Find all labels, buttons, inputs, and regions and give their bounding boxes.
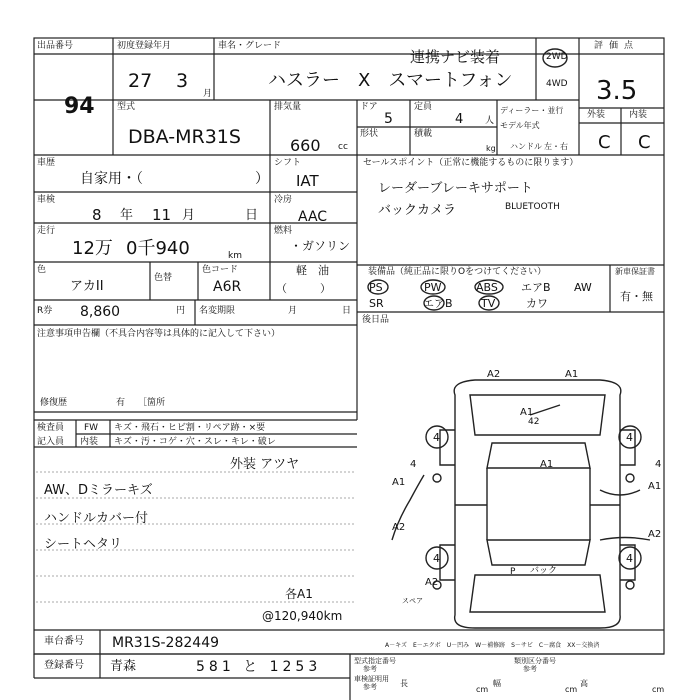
name-change-month: 月 bbox=[288, 306, 298, 316]
cooler-value: AAC bbox=[298, 209, 328, 225]
repair-has: 有 bbox=[116, 398, 126, 408]
bottom-note-1: 各A1 bbox=[285, 587, 313, 601]
classification-label: 類別区分番号 bbox=[514, 657, 556, 665]
first-reg-year: 27 bbox=[128, 70, 153, 92]
exterior-grade: C bbox=[598, 132, 611, 153]
width-cm: cm bbox=[565, 685, 578, 694]
tire-mark-1: 4 bbox=[433, 431, 440, 444]
repair-location: ［箇所 bbox=[138, 398, 166, 408]
new-car-warranty-label: 新車保証書 bbox=[615, 267, 655, 276]
note-1: AW、Dミラーキズ bbox=[44, 483, 153, 498]
registration-number-label: 登録番号 bbox=[44, 660, 84, 671]
sales-point-2: バックカメラ bbox=[378, 203, 457, 218]
first-reg-label: 初度登録年月 bbox=[117, 41, 172, 51]
color-change-label: 色替 bbox=[154, 273, 173, 283]
drive-2wd: 2WD bbox=[546, 52, 568, 62]
dimensions-label: 車検証明用 bbox=[354, 675, 389, 683]
chassis-number-value: MR31S-282449 bbox=[112, 635, 220, 651]
equip-pw: PW bbox=[424, 281, 442, 294]
inspector-label: 検査員 bbox=[37, 423, 65, 433]
type-designation-ref: 参考 bbox=[363, 665, 377, 673]
repair-history-label: 修復歴 bbox=[40, 398, 68, 408]
fw-marks: キズ・飛石・ヒビ割・リペア跡・×要 bbox=[114, 423, 266, 433]
equip-tv: TV bbox=[481, 297, 496, 310]
shaken-label: 車検 bbox=[37, 195, 56, 205]
recycle-yen-value: 8,860 bbox=[80, 304, 121, 320]
mark-left-4: 4 bbox=[410, 459, 417, 470]
damage-mark-1: A2 bbox=[487, 369, 501, 380]
displacement-value: 660 bbox=[290, 136, 321, 155]
fuel-paren: （ ） bbox=[276, 282, 331, 295]
bottom-note-2: @120,940km bbox=[262, 609, 343, 623]
model-value: DBA-MR31S bbox=[128, 126, 241, 148]
notes-header: 注意事項申告欄（不具合内容等は具体的に記入して下さい） bbox=[37, 329, 281, 339]
mileage-label: 走行 bbox=[37, 226, 56, 236]
handle-options: 左・右 bbox=[544, 142, 568, 151]
height-label: 高 bbox=[580, 679, 588, 688]
fuel-label: 燃料 bbox=[274, 226, 293, 236]
height-cm: cm bbox=[652, 685, 665, 694]
handle-label: ハンドル bbox=[510, 142, 542, 151]
model-label: 型式 bbox=[117, 102, 136, 112]
interior-row-label: 内装 bbox=[80, 437, 99, 447]
length-cm: cm bbox=[476, 685, 489, 694]
name-change-deadline-label: 名変期限 bbox=[199, 306, 236, 316]
mark-right-4: 4 bbox=[655, 459, 662, 470]
equip-sr: SR bbox=[369, 297, 384, 310]
mileage-rest: 0千940 bbox=[126, 238, 190, 259]
doors-value: 5 bbox=[384, 111, 393, 127]
note-3: シートヘタリ bbox=[44, 537, 123, 552]
classification-ref: 参考 bbox=[523, 665, 537, 673]
damage-mark-6: A1 bbox=[540, 459, 554, 470]
sales-point-1: レーダーブレーキサポート bbox=[378, 181, 533, 196]
writer-label: 記入員 bbox=[37, 437, 65, 447]
damage-mark-4: A1 bbox=[392, 477, 406, 488]
equip-airbag-1: エアB bbox=[521, 281, 551, 294]
width-label: 幅 bbox=[493, 679, 501, 688]
color-value: アカII bbox=[70, 279, 104, 294]
damage-legend: A－キズ E－エクボ U－凹み W－補修跡 S－サビ C－腐食 XX－交換済 bbox=[385, 642, 600, 649]
length-label: 長 bbox=[400, 679, 408, 688]
shaken-month-char: 月 bbox=[182, 208, 196, 223]
tire-mark-4: 4 bbox=[626, 552, 633, 565]
shaken-year-char: 年 bbox=[120, 208, 134, 223]
note-2: ハンドルカバー付 bbox=[44, 511, 149, 526]
mileage-man: 12万 bbox=[72, 238, 113, 259]
reg-number: 581 と 1253 bbox=[196, 659, 322, 675]
shaken-year: 8 bbox=[92, 206, 102, 224]
cc-unit: cc bbox=[338, 142, 348, 152]
nin-unit: 人 bbox=[485, 116, 495, 126]
equipment-label: 装備品（純正品に限りOをつけてください） bbox=[368, 267, 547, 277]
kg-unit: kg bbox=[486, 144, 496, 153]
score-value: 3.5 bbox=[596, 76, 638, 106]
model-year-label: モデル年式 bbox=[500, 121, 540, 130]
damage-mark-9: A2 bbox=[425, 577, 439, 588]
fuel-line1: ・ガソリン bbox=[290, 239, 351, 253]
equip-leather: カワ bbox=[526, 297, 548, 310]
type-designation-label: 型式指定番号 bbox=[354, 657, 396, 665]
exterior-note: 外装 アツヤ bbox=[230, 457, 300, 472]
interior-label: 内装 bbox=[629, 110, 648, 120]
damage-mark-2: A1 bbox=[565, 369, 579, 380]
lot-number-label: 出品番号 bbox=[37, 41, 74, 51]
spare-label: スペア bbox=[402, 597, 423, 605]
tire-mark-3: 4 bbox=[433, 552, 440, 565]
car-name-option: 連携ナビ装着 bbox=[410, 48, 501, 66]
trunk-label: 後日品 bbox=[362, 315, 390, 325]
doors-label: ドア bbox=[360, 102, 378, 112]
history-value: 自家用・（ ） bbox=[80, 171, 269, 187]
sales-point-3: BLUETOOTH bbox=[505, 202, 560, 212]
damage-mark-3: A1 bbox=[520, 407, 534, 418]
history-label: 車歴 bbox=[37, 158, 56, 168]
shift-label: シフト bbox=[274, 158, 302, 168]
car-name-value: ハスラー X スマートフォン bbox=[268, 70, 513, 91]
shaken-day-char: 日 bbox=[245, 208, 259, 223]
chassis-number-label: 車台番号 bbox=[44, 636, 84, 647]
new-car-warranty-options: 有・無 bbox=[620, 290, 653, 303]
name-change-day: 日 bbox=[342, 306, 352, 316]
equip-aw: AW bbox=[574, 281, 592, 294]
load-label: 積載 bbox=[414, 129, 433, 139]
color-code-value: A6R bbox=[213, 279, 242, 295]
car-name-label: 車名・グレード bbox=[218, 41, 282, 51]
mark-back: バック bbox=[530, 566, 558, 576]
lot-number-value: 94 bbox=[64, 94, 95, 119]
color-code-label: 色コード bbox=[202, 265, 239, 275]
recycle-label: R券 bbox=[37, 306, 53, 316]
interior-marks: キズ・汚・コゲ・穴・スレ・キレ・破レ bbox=[114, 437, 276, 447]
km-unit: km bbox=[228, 251, 242, 261]
drive-4wd: 4WD bbox=[546, 79, 568, 89]
first-reg-month-char: 月 bbox=[203, 89, 213, 99]
capacity-label: 定員 bbox=[414, 102, 433, 112]
shaken-month: 11 bbox=[152, 206, 172, 224]
shift-value: IAT bbox=[296, 172, 319, 190]
sales-points-label: セールスポイント（正常に機能するものに限ります） bbox=[363, 158, 579, 168]
reg-location: 青森 bbox=[110, 659, 137, 674]
damage-mark-10: 42 bbox=[528, 417, 540, 427]
tire-mark-2: 4 bbox=[626, 431, 633, 444]
yen-unit: 円 bbox=[176, 306, 186, 316]
score-label: 評価点 bbox=[594, 41, 640, 51]
equip-abs: ABS bbox=[476, 281, 498, 294]
equip-airbag-2: エアB bbox=[423, 297, 453, 310]
first-reg-month: 3 bbox=[176, 70, 189, 92]
capacity-value: 4 bbox=[455, 112, 464, 127]
dealer-label: ディーラー・並行 bbox=[500, 106, 564, 115]
fw-label: FW bbox=[84, 423, 99, 433]
dimensions-ref: 参考 bbox=[363, 683, 377, 691]
damage-mark-5: A1 bbox=[648, 481, 662, 492]
damage-mark-7: A2 bbox=[392, 522, 406, 533]
equip-ps: PS bbox=[369, 281, 383, 294]
fuel-line2: 軽 油 bbox=[296, 264, 329, 277]
shape-label: 形状 bbox=[360, 129, 379, 139]
displacement-label: 排気量 bbox=[274, 102, 302, 112]
mark-p: P bbox=[510, 567, 516, 577]
damage-mark-8: A2 bbox=[648, 529, 662, 540]
exterior-label: 外装 bbox=[587, 110, 606, 120]
interior-grade: C bbox=[638, 132, 651, 153]
color-label: 色 bbox=[37, 265, 47, 275]
cooler-label: 冷房 bbox=[274, 195, 293, 205]
